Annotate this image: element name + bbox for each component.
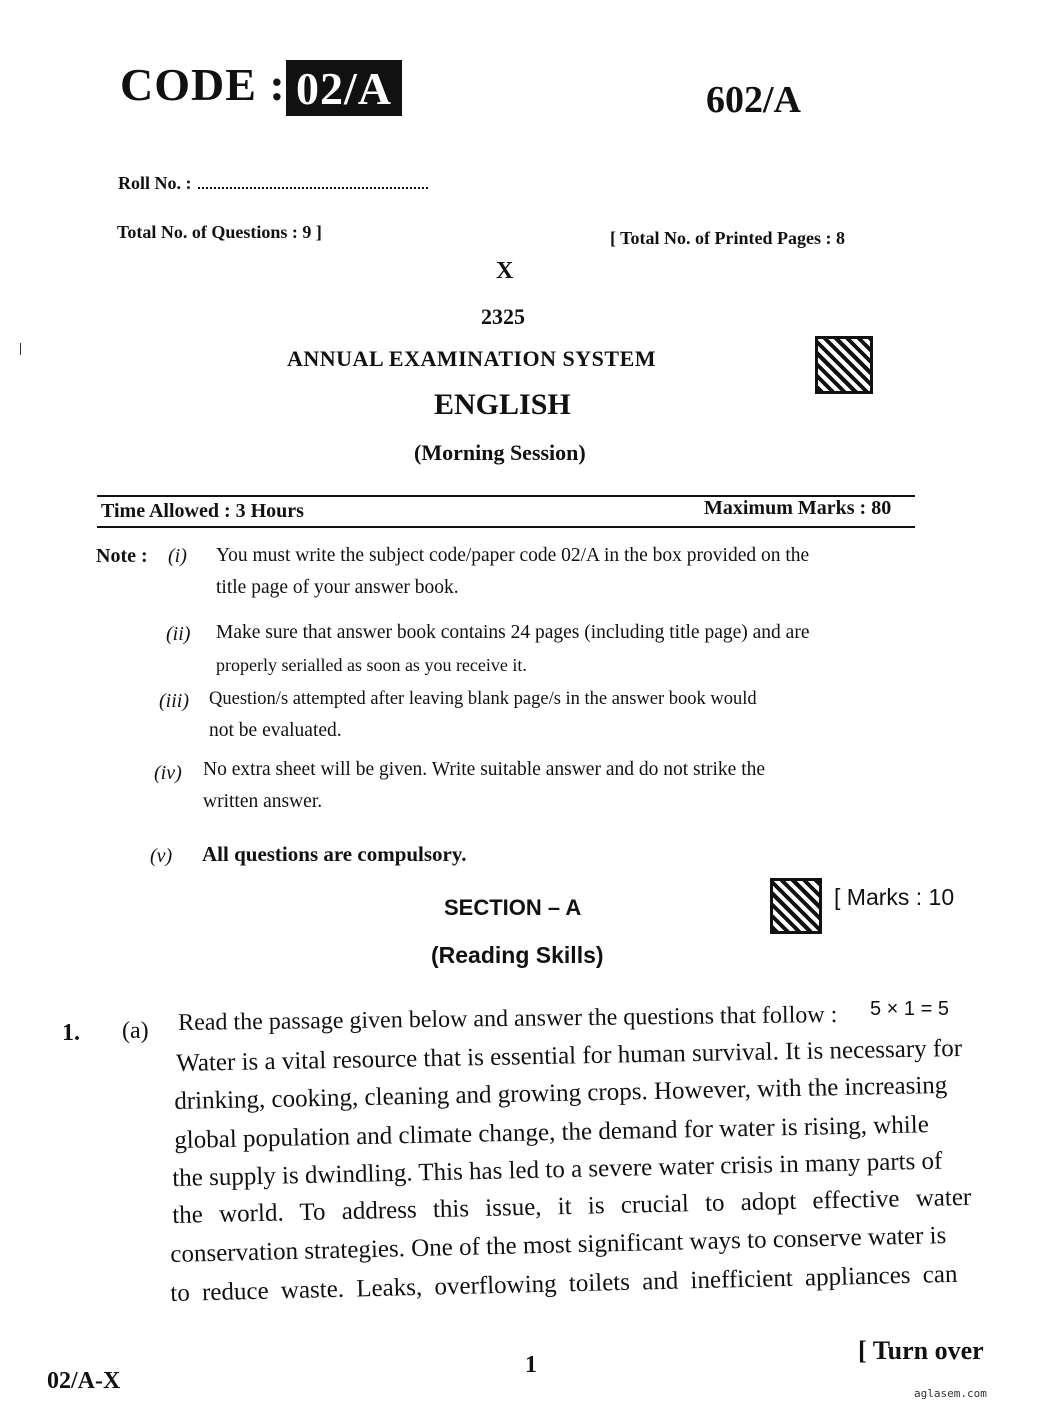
note-item-text bbox=[216, 617, 809, 681]
note-item-number: (i) bbox=[168, 545, 187, 567]
maximum-marks: Maximum Marks : 80 bbox=[704, 497, 892, 519]
note-line: Make sure that answer book contains 24 pages (including title page) and are bbox=[216, 622, 810, 643]
note-line: No extra sheet will be given. Write suitable answer and do not strike the bbox=[203, 759, 766, 780]
total-questions: Total No. of Questions : 9 ] bbox=[117, 222, 322, 242]
note-item-number: (iv) bbox=[154, 762, 182, 784]
section-marks: [ Marks : 10 bbox=[834, 884, 955, 910]
footer-paper-code: 02/A-X bbox=[47, 1368, 121, 1394]
note-item-number: (v) bbox=[150, 845, 173, 867]
passage-line: drinking, cooking, cleaning and growing crops. However, with the increasing bbox=[174, 1071, 948, 1115]
divider bbox=[97, 526, 915, 528]
note-item-text bbox=[202, 838, 466, 870]
exam-system-title: ANNUAL EXAMINATION SYSTEM bbox=[287, 346, 657, 371]
question-marks: 5 × 1 = 5 bbox=[870, 998, 949, 1020]
time-allowed: Time Allowed : 3 Hours bbox=[101, 500, 304, 522]
roll-no-blank bbox=[198, 173, 428, 189]
roll-no-field bbox=[118, 173, 428, 194]
code-value-box: 02/A bbox=[286, 60, 402, 116]
code-label: CODE : bbox=[120, 59, 286, 110]
page-number: 1 bbox=[525, 1352, 537, 1378]
note-line: written answer. bbox=[203, 791, 323, 812]
question-part: (a) bbox=[122, 1018, 149, 1044]
paper-number: 602/A bbox=[706, 79, 801, 121]
note-line: not be evaluated. bbox=[209, 720, 342, 741]
note-line: properly serialled as soon as you receive it. bbox=[216, 655, 527, 675]
passage-line: global population and climate change, the demand for water is rising, while bbox=[174, 1111, 930, 1154]
note-line: Question/s attempted after leaving blank page/s in the answer book would bbox=[209, 689, 757, 709]
note-line: All questions are compulsory. bbox=[202, 842, 467, 866]
exam-code-number: 2325 bbox=[481, 304, 525, 329]
scan-mark bbox=[20, 343, 21, 355]
section-title: SECTION – A bbox=[444, 895, 582, 920]
watermark: aglasem.com bbox=[914, 1387, 987, 1400]
section-subtitle: (Reading Skills) bbox=[431, 942, 604, 968]
question-number: 1. bbox=[62, 1020, 80, 1046]
qr-code-icon bbox=[770, 878, 822, 934]
question-instruction: Read the passage given below and answer the questions that follow : bbox=[178, 1001, 838, 1036]
note-item-text bbox=[216, 540, 809, 604]
passage-line: to reduce waste. Leaks, overflowing toilets and inefficient appliances can bbox=[170, 1260, 958, 1307]
note-item-text bbox=[209, 683, 757, 747]
turn-over-label: [ Turn over bbox=[858, 1336, 984, 1365]
passage-line: the world. To address this issue, it is crucial to adopt effective water bbox=[172, 1183, 972, 1229]
note-item-number: (ii) bbox=[166, 623, 191, 645]
passage-line: Water is a vital resource that is essential for human survival. It is necessary for bbox=[176, 1034, 963, 1077]
passage-line: the supply is dwindling. This has led to a severe water crisis in many parts of bbox=[172, 1147, 943, 1192]
note-item-text bbox=[203, 754, 765, 818]
passage-line: conservation strategies. One of the most significant ways to conserve water is bbox=[170, 1222, 947, 1268]
roll-no-label: Roll No. : bbox=[118, 173, 192, 193]
total-printed-pages: [ Total No. of Printed Pages : 8 bbox=[610, 228, 845, 248]
qr-code-icon bbox=[815, 336, 873, 394]
note-item-number: (iii) bbox=[159, 690, 189, 712]
note-line: title page of your answer book. bbox=[216, 577, 459, 598]
note-line: You must write the subject code/paper code 02/A in the box provided on the bbox=[216, 545, 810, 566]
session-label: (Morning Session) bbox=[414, 440, 586, 465]
subject-title: ENGLISH bbox=[434, 388, 571, 421]
class-label: X bbox=[496, 258, 514, 284]
note-label: Note : bbox=[96, 545, 148, 567]
